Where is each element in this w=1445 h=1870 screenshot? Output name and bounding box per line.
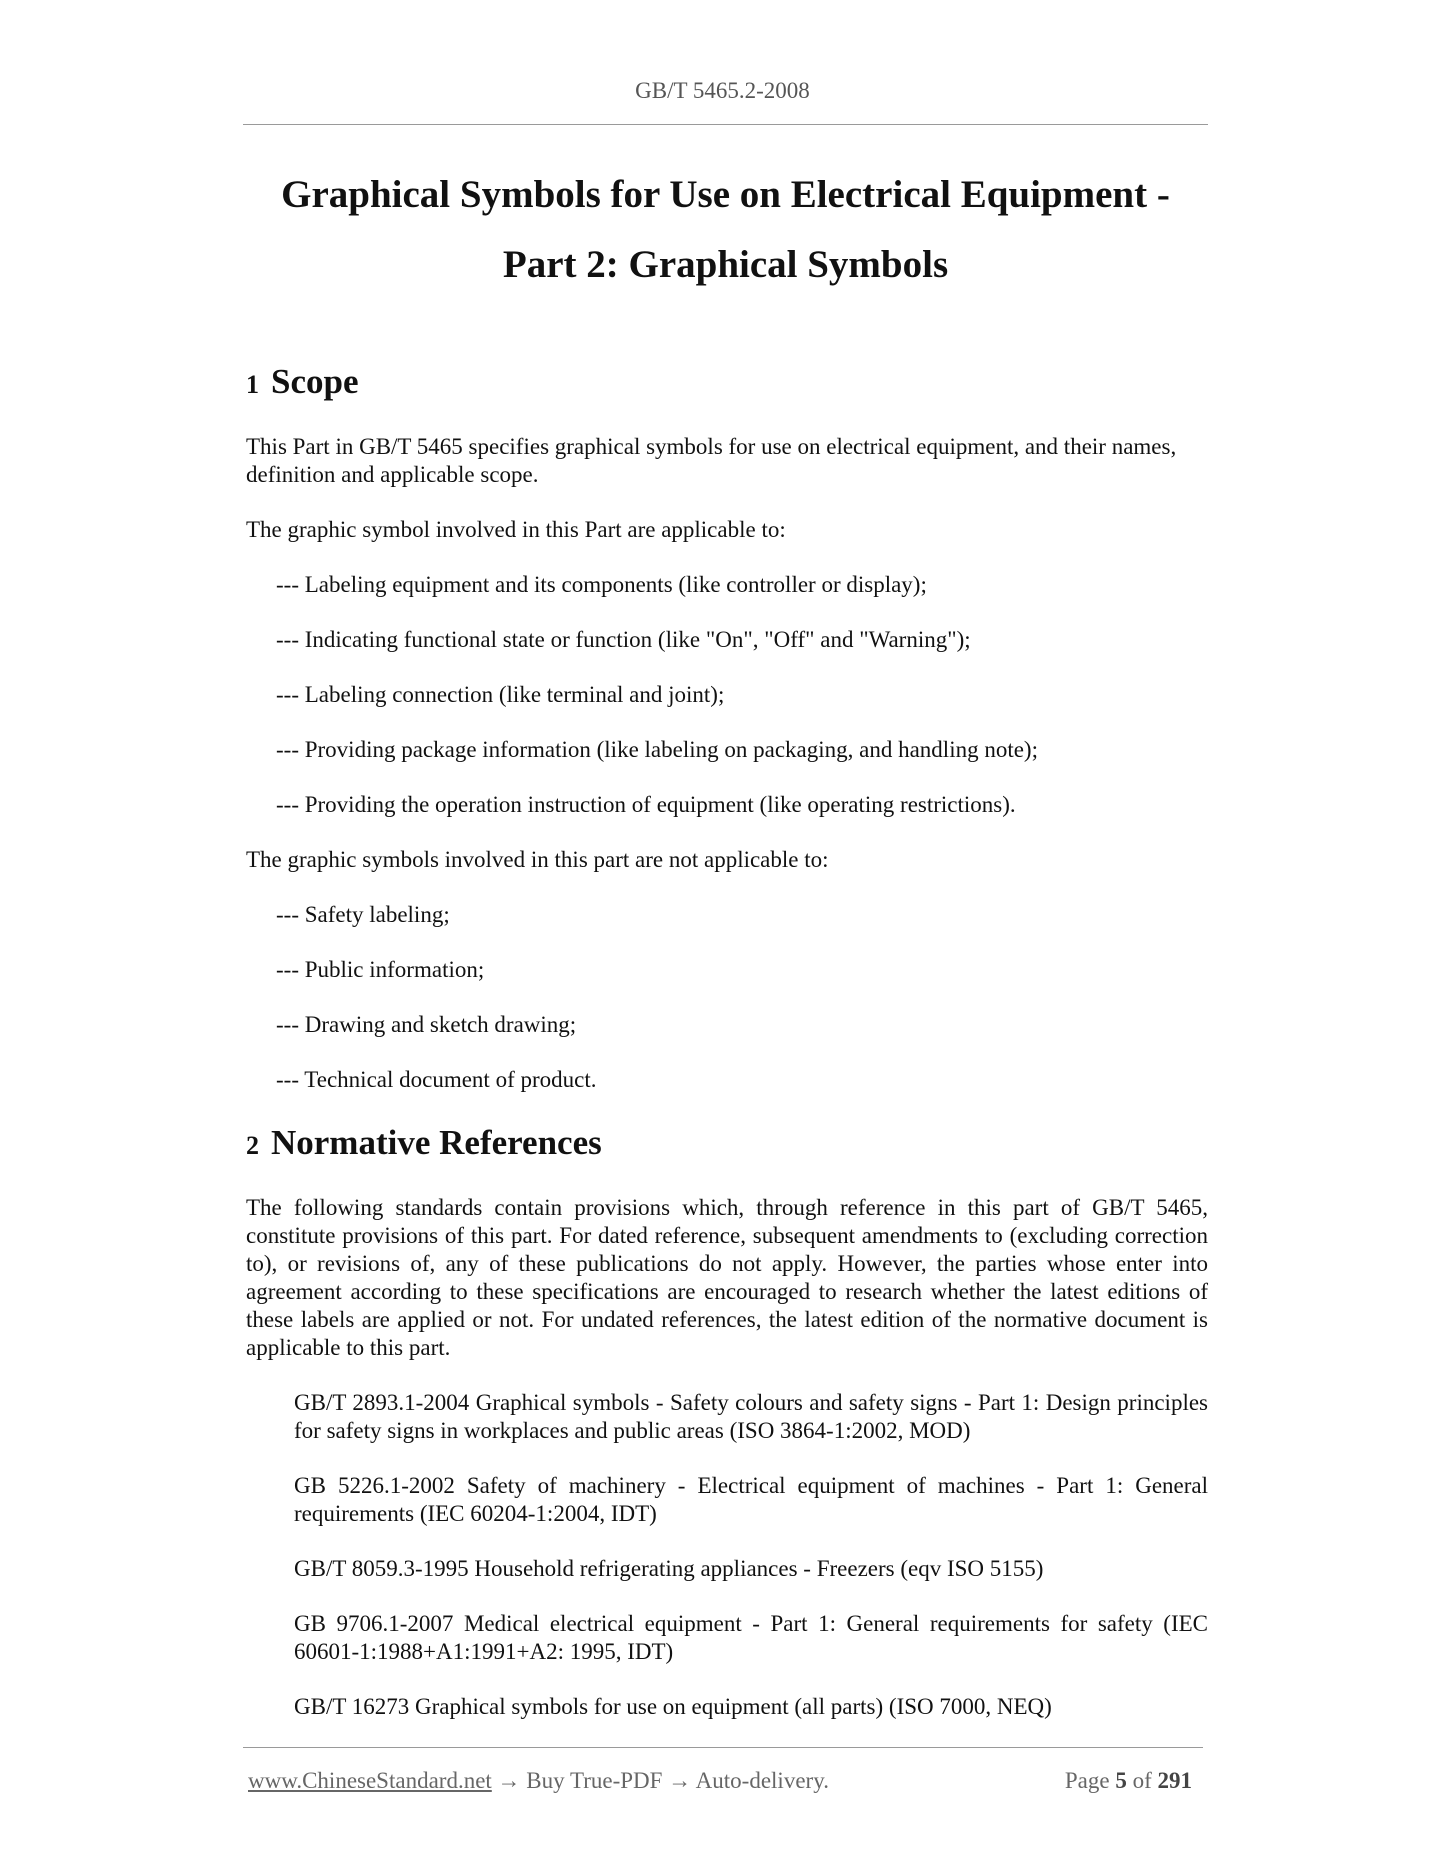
- section-title: Normative References: [271, 1123, 602, 1162]
- header-divider: [243, 124, 1208, 125]
- page-footer: [248, 1768, 1198, 1802]
- title-line-2: Part 2: Graphical Symbols: [502, 243, 949, 286]
- applicable-intro: The graphic symbol involved in this Part are applicable to:: [246, 517, 786, 542]
- references-intro: The following standards contain provisions which, through reference in this part of GB/T 5465, constitute provisions of this part. For dated reference, subsequent amendments to (excluding correction to), or revisions of, any of these publications do not apply. However, the parties whose enter into agreement according to these specifications are encouraged to research whether the latest editions of these labels are applied or not. For undated references, the latest edition of the normative document is applicable to this part.: [246, 1195, 1208, 1360]
- list-item: --- Safety labeling;: [276, 902, 450, 927]
- footer-divider: [243, 1747, 1203, 1748]
- not-applicable-intro: The graphic symbols involved in this part are not applicable to:: [246, 847, 829, 872]
- list-item: --- Indicating functional state or function (like "On", "Off" and "Warning");: [276, 627, 971, 652]
- arrow-right-icon: →: [497, 1768, 521, 1793]
- page-number: Page 5 of 291: [1064, 1768, 1192, 1793]
- running-header: [0, 78, 1445, 104]
- footer-promo: [248, 1768, 829, 1794]
- scope-paragraph: This Part in GB/T 5465 specifies graphical symbols for use on electrical equipment, and their names, definition and applicable scope.: [246, 434, 1177, 487]
- list-item: --- Providing package information (like labeling on packaging, and handling note);: [276, 737, 1038, 762]
- section-1-heading: [246, 360, 1208, 407]
- list-item: --- Labeling connection (like terminal and joint);: [276, 682, 725, 707]
- reference-item: GB/T 16273 Graphical symbols for use on equipment (all parts) (ISO 7000, NEQ): [294, 1694, 1052, 1719]
- buy-pdf-text: Buy True-PDF: [526, 1768, 663, 1793]
- reference-item: GB 5226.1-2002 Safety of machinery - Electrical equipment of machines - Part 1: General requirements (IEC 60204-1:2004, IDT): [294, 1473, 1208, 1526]
- current-page: 5: [1115, 1768, 1127, 1793]
- document-code: GB/T 5465.2-2008: [635, 78, 810, 103]
- section-title: Scope: [271, 362, 359, 401]
- site-link[interactable]: www.ChineseStandard.net: [248, 1768, 492, 1793]
- document-title: [243, 160, 1208, 300]
- section-number: 1: [246, 370, 259, 399]
- total-pages: 291: [1157, 1768, 1192, 1793]
- arrow-right-icon: →: [668, 1768, 692, 1793]
- list-item: --- Technical document of product.: [276, 1067, 597, 1092]
- list-item: --- Labeling equipment and its components (like controller or display);: [276, 572, 927, 597]
- section-2-heading: [246, 1121, 1208, 1168]
- reference-item: GB/T 8059.3-1995 Household refrigerating appliances - Freezers (eqv ISO 5155): [294, 1556, 1044, 1581]
- page-body: [246, 360, 1208, 1748]
- list-item: --- Drawing and sketch drawing;: [276, 1012, 577, 1037]
- section-number: 2: [246, 1131, 259, 1160]
- auto-delivery-text: Auto-delivery.: [695, 1768, 829, 1793]
- reference-item: GB 9706.1-2007 Medical electrical equipment - Part 1: General requirements for safety (IEC 60601-1:1988+A1:1991+A2: 1995, IDT): [294, 1611, 1208, 1664]
- title-line-1: Graphical Symbols for Use on Electrical Equipment -: [281, 173, 1170, 216]
- reference-item: GB/T 2893.1-2004 Graphical symbols - Safety colours and safety signs - Part 1: Design principles for safety signs in workplaces and public areas (ISO 3864-1:2002, MOD): [294, 1390, 1208, 1443]
- list-item: --- Public information;: [276, 957, 485, 982]
- list-item: --- Providing the operation instruction of equipment (like operating restrictions).: [276, 792, 1016, 817]
